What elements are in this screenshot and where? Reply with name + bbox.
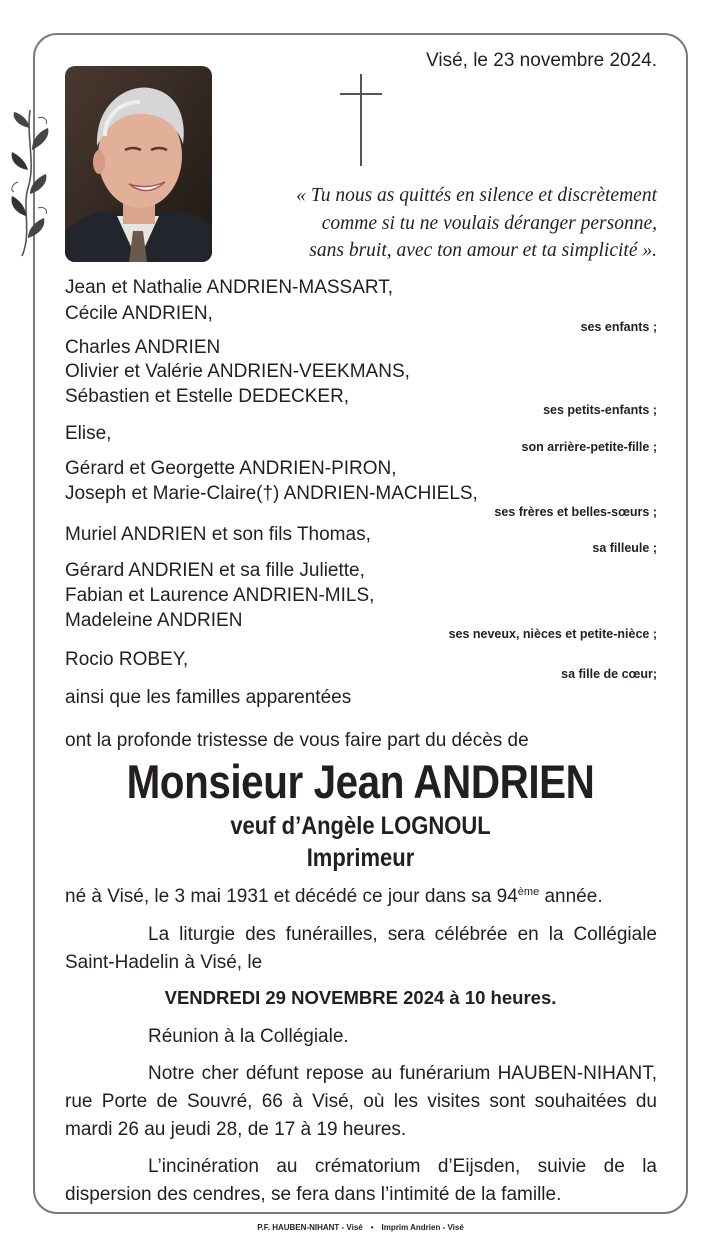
- footer-credits: [0, 1223, 721, 1232]
- profession: Imprimeur: [306, 844, 415, 872]
- quote-line: sans bruit, avec ton amour et ta simplicité ».: [309, 240, 657, 261]
- profession-wrap: [33, 844, 688, 873]
- announcement-intro: ont la profonde tristesse de vous faire part du décès de: [65, 730, 529, 751]
- date-line: Visé, le 23 novembre 2024.: [426, 50, 657, 71]
- birth-death-line: [65, 886, 603, 908]
- memorial-quote: [197, 182, 657, 265]
- meeting-line: Réunion à la Collégiale.: [148, 1026, 349, 1047]
- relation-label: sa fille de cœur;: [561, 667, 657, 681]
- relation-label: sa filleule ;: [592, 541, 657, 555]
- family-name: Fabian et Laurence ANDRIEN-MILS,: [65, 585, 375, 606]
- relation-label: ses enfants ;: [580, 320, 657, 334]
- footer-printer: Imprim Andrien - Visé: [381, 1223, 464, 1232]
- deceased-name-wrap: [33, 754, 688, 809]
- deceased-name: Monsieur Jean ANDRIEN: [126, 755, 595, 808]
- family-name: Sébastien et Estelle DEDECKER,: [65, 386, 350, 407]
- relation-label: ses frères et belles-sœurs ;: [494, 505, 657, 519]
- family-name: Jean et Nathalie ANDRIEN-MASSART,: [65, 277, 394, 298]
- relation-label: ses petits-enfants ;: [543, 403, 657, 417]
- widower-line-wrap: [33, 812, 688, 841]
- liturgy-paragraph: La liturgie des funérailles, sera célébrée en la Collégiale Saint-Hadelin à Visé, le: [65, 924, 657, 973]
- family-name: Cécile ANDRIEN,: [65, 303, 213, 324]
- footer-separator: •: [370, 1223, 374, 1232]
- cremation-paragraph: L’incinération au crématorium d’Eijsden, suivie de la dispersion des cendres, se fera dans l’intimité de la famille.: [65, 1156, 657, 1205]
- portrait-photo: [65, 66, 212, 262]
- widower-line: veuf d’Angèle LOGNOUL: [230, 812, 491, 840]
- relation-label: ses neveux, nièces et petite-nièce ;: [448, 627, 657, 641]
- family-name: Charles ANDRIEN: [65, 337, 221, 358]
- quote-line: comme si tu ne voulais déranger personne,: [321, 212, 657, 234]
- family-name: Muriel ANDRIEN et son fils Thomas,: [65, 524, 371, 545]
- family-name: Olivier et Valérie ANDRIEN-VEEKMANS,: [65, 361, 410, 382]
- ivy-ornament-icon: [8, 108, 52, 258]
- extended-family-line: ainsi que les familles apparentées: [65, 687, 352, 708]
- quote-line: « Tu nous as quittés en silence et discrètement: [296, 185, 657, 206]
- footer-funeral-home: P.F. HAUBEN-NIHANT - Visé: [257, 1223, 363, 1232]
- family-name: Gérard et Georgette ANDRIEN-PIRON,: [65, 458, 397, 479]
- family-name: Gérard ANDRIEN et sa fille Juliette,: [65, 560, 365, 581]
- birth-text-end: année.: [539, 886, 603, 907]
- family-name: Joseph et Marie-Claire(†) ANDRIEN-MACHIELS,: [65, 483, 478, 504]
- funeral-date-time: VENDREDI 29 NOVEMBRE 2024 à 10 heures.: [164, 987, 557, 1008]
- relation-label: son arrière-petite-fille ;: [521, 440, 657, 454]
- birth-text: né à Visé, le 3 mai 1931 et décédé ce jour dans sa 94: [65, 886, 518, 907]
- cross-icon: [340, 74, 382, 166]
- family-name: Madeleine ANDRIEN: [65, 610, 243, 631]
- family-name: Rocio ROBEY,: [65, 649, 189, 670]
- visitation-paragraph: Notre cher défunt repose au funérarium HAUBEN-NIHANT, rue Porte de Souvré, 66 à Visé, où les visites sont souhaitées du mardi 26 au jeudi 28, de 17 à 19 heures.: [65, 1063, 657, 1140]
- family-name: Elise,: [65, 423, 112, 444]
- ordinal-suffix: ème: [517, 886, 540, 898]
